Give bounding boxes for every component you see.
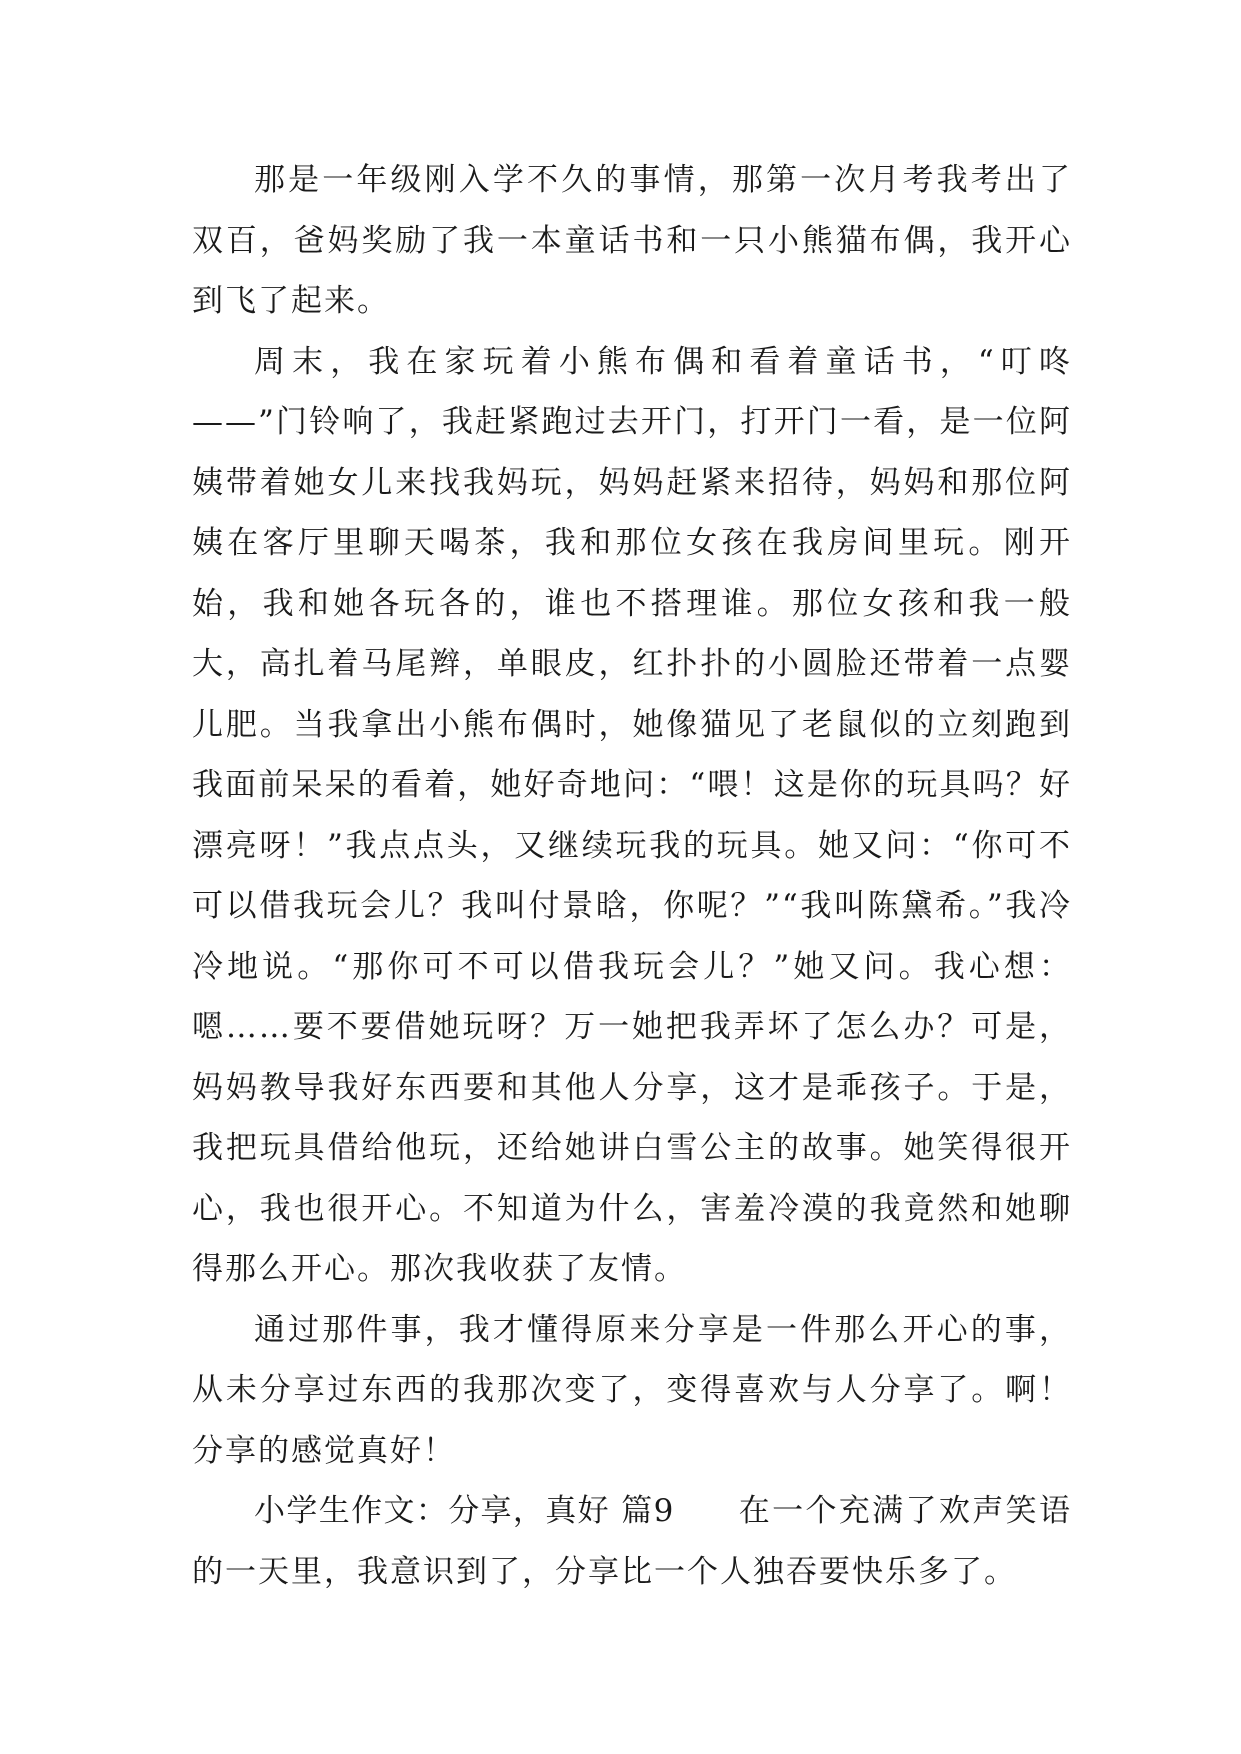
paragraph-1: 那是一年级刚入学不久的事情，那第一次月考我考出了双百，爸妈奖励了我一本童话书和一只小熊猫布偶，我开心到飞了起来。 [192,162,1072,319]
section-text: 在一个充满了欢声笑语的一天里，我意识到了，分享比一个人独吞要快乐多了。 [192,1493,1073,1590]
section-title: 小学生作文：分享，真好 篇9 [254,1493,675,1529]
paragraph-2: 周末，我在家玩着小熊布偶和看着童话书，“叮咚——”门铃响了，我赶紧跑过去开门，打开门一看，是一位阿姨带着她女儿来找我妈玩，妈妈赶紧来招待，妈妈和那位阿姨在客厅里聊天喝茶，我和那位女孩在我房间里玩。刚开始，我和她各玩各的，谁也不搭理谁。那位女孩和我一般大，高扎着马尾辫，单眼皮，红扑扑的小圆脸还带着一点婴儿肥。当我拿出小熊布偶时，她像猫见了老鼠似的立刻跑到我面前呆呆的看着，她好奇地问：“喂！这是你的玩具吗？好漂亮呀！”我点点头，又继续玩我的玩具。她又问：“你可不可以借我玩会儿？我叫付景晗，你呢？”“我叫陈黛希。”我冷冷地说。“那你可不可以借我玩会儿？”她又问。我心想：嗯……要不要借她玩呀？万一她把我弄坏了怎么办？可是，妈妈教导我好东西要和其他人分享，这才是乖孩子。于是，我把玩具借给他玩，还给她讲白雪公主的故事。她笑得很开心，我也很开心。不知道为什么，害羞冷漠的我竟然和她聊得那么开心。那次我收获了友情。 [192,343,1072,1287]
essay-body [192,150,1072,1602]
section-paragraph [192,1481,1072,1602]
paragraph-3: 通过那件事，我才懂得原来分享是一件那么开心的事，从未分享过东西的我那次变了，变得喜欢与人分享了。啊！分享的感觉真好！ [192,1311,1072,1469]
